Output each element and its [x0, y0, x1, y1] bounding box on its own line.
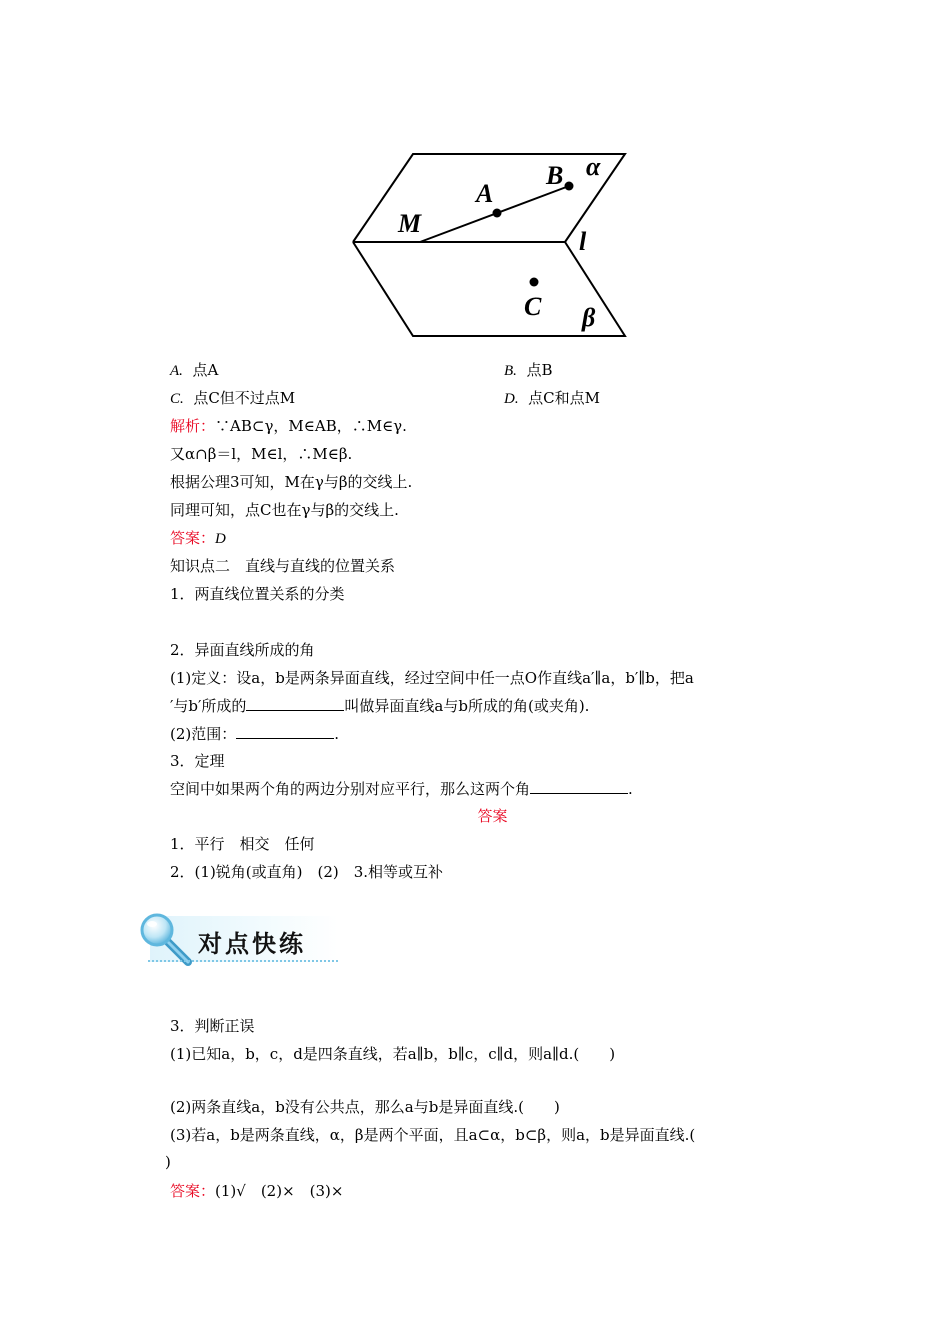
solution-line-3: 根据公理3可知，M在γ与β的交线上. [170, 473, 413, 491]
answer-line-2: 2．(1)锐角(或直角) (2) 3.相等或互补 [170, 863, 444, 881]
planes-diagram [340, 140, 640, 350]
exercise-q1: (1)已知a，b，c，d是四条直线，若a∥b，b∥c，c∥d，则a∥d.( ) [170, 1045, 616, 1063]
planes-figure [340, 140, 640, 350]
fill-blank [236, 724, 334, 739]
label-m: M [398, 209, 422, 238]
point-b [565, 182, 574, 191]
definition-pre: ′与b′所成的 [170, 697, 247, 715]
option-c [170, 388, 295, 409]
label-beta: β [582, 303, 596, 332]
knowledge-item-3: 3．定理 [170, 752, 225, 770]
option-text: 点C和点M [528, 389, 600, 407]
solution-line-1 [170, 416, 407, 436]
option-letter: C. [170, 391, 184, 407]
label-a: A [476, 179, 494, 208]
exercise-answer-value: (1)√ (2)× (3)× [215, 1182, 344, 1200]
exercise-answer-label: 答案： [170, 1182, 216, 1200]
label-b: B [546, 161, 564, 190]
point-a [493, 209, 502, 218]
range-post: . [334, 725, 340, 743]
theorem-line [170, 779, 633, 799]
practice-banner [136, 910, 338, 966]
option-b [504, 360, 553, 381]
answer-label: 答案： [170, 529, 216, 547]
knowledge-item-1: 1．两直线位置关系的分类 [170, 585, 345, 603]
option-d [504, 388, 600, 409]
option-text: 点C但不过点M [193, 389, 296, 407]
exercise-q2: (2)两条直线a，b没有公共点，那么a与b是异面直线.( ) [170, 1098, 560, 1116]
banner-underline [148, 960, 338, 962]
exercise-q3-line-2: ) [165, 1153, 171, 1171]
label-c: C [524, 292, 542, 321]
option-letter: A. [170, 363, 183, 379]
definition-line-2 [170, 696, 589, 716]
banner-title: 对点快练 [198, 930, 306, 958]
option-text: 点B [526, 361, 553, 379]
fill-blank [530, 779, 628, 794]
solution-answer [170, 528, 226, 549]
exercise-q3-line-1: (3)若a，b是两条直线，α，β是两个平面，且a⊂α，b⊂β，则a，b是异面直线.( [170, 1126, 696, 1144]
theorem-post: . [628, 780, 633, 798]
exercise-title: 3．判断正误 [170, 1017, 255, 1035]
range-line [170, 724, 339, 744]
label-l: l [579, 227, 587, 256]
answer-value: D [215, 531, 226, 547]
fill-blank [246, 696, 344, 711]
theorem-pre: 空间中如果两个角的两边分别对应平行，那么这两个角 [170, 780, 531, 798]
option-text: 点A [192, 361, 219, 379]
label-alpha: α [586, 152, 601, 181]
option-letter: B. [504, 363, 517, 379]
knowledge-item-2: 2．异面直线所成的角 [170, 641, 315, 659]
solution-line-4: 同理可知，点C也在γ与β的交线上. [170, 501, 399, 519]
knowledge-title: 知识点二 直线与直线的位置关系 [170, 557, 396, 575]
solution-label: 解析： [170, 417, 216, 435]
solution-line-2: 又α∩β＝l，M∈l，∴M∈β. [170, 445, 353, 463]
answer-heading: 答案 [477, 807, 508, 825]
definition-post: 叫做异面直线a与b所成的角(或夹角). [344, 697, 590, 715]
answer-line-1: 1．平行 相交 任何 [170, 835, 315, 853]
solution-text-1: ∵AB⊂γ，M∈AB，∴M∈γ. [215, 417, 407, 435]
range-pre: (2)范围： [170, 725, 237, 743]
exercise-answer [170, 1181, 343, 1201]
option-a [170, 360, 218, 381]
definition-line-1: (1)定义：设a，b是两条异面直线，经过空间中任一点O作直线a′∥a，b′∥b，把a [170, 669, 694, 687]
option-letter: D. [504, 391, 519, 407]
point-c [530, 278, 539, 287]
